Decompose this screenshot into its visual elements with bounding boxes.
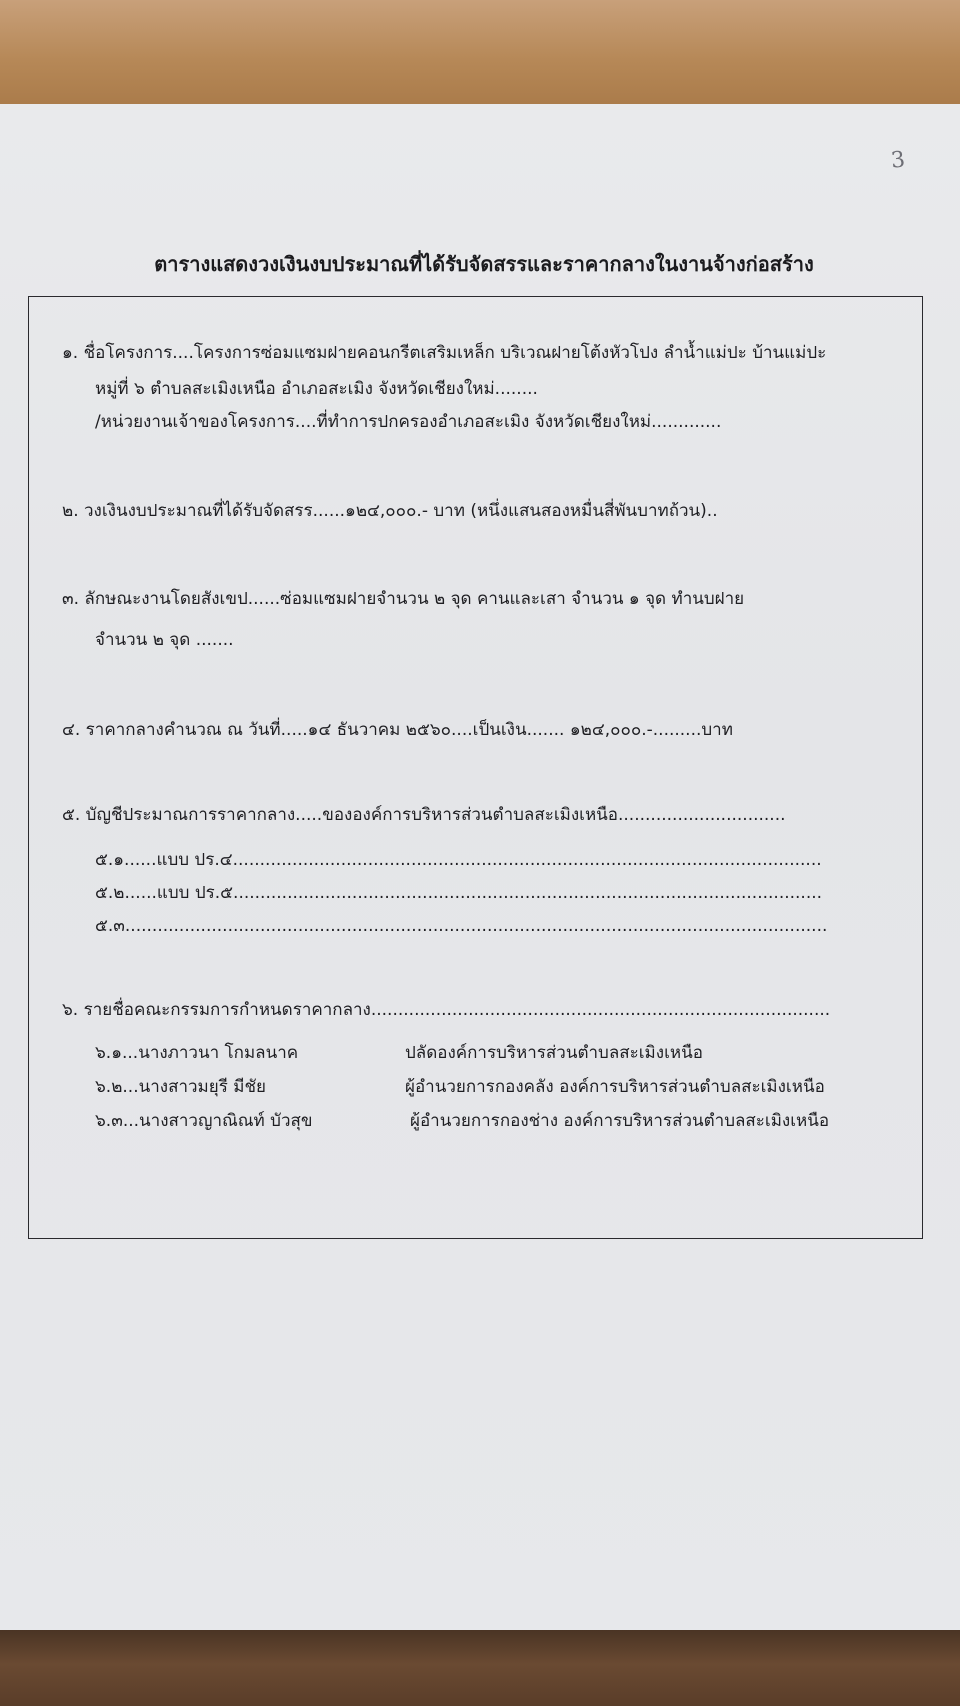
item5-sub3: ๕.๓..................................................................................................................................	[95, 916, 828, 936]
desk-surface-bottom	[0, 1630, 960, 1706]
item2-line1: ๒. วงเงินงบประมาณที่ได้รับจัดสรร......๑๒๔,๐๐๐.- บาท (หนึ่งแสนสองหมื่นสี่พันบาทถ้วน)..	[62, 501, 718, 521]
desk-surface-top	[0, 0, 960, 110]
item1-line1: ๑. ชื่อโครงการ....โครงการซ่อมแซมฝายคอนกรีตเสริมเหล็ก บริเวณฝายโต้งหัวโปง ลำน้ำแม่ปะ บ้านแม่ปะ	[62, 343, 827, 363]
committee-member-name: ๖.๑...นางภาวนา โกมลนาค	[95, 1043, 299, 1063]
item5-sub2: ๕.๒......แบบ ปร.๕.............................................................................................................	[95, 883, 823, 903]
item1-line3: /หน่วยงานเจ้าของโครงการ....ที่ทำการปกครองอำเภอสะเมิง จังหวัดเชียงใหม่.............	[95, 412, 722, 432]
committee-member-position: ผู้อำนวยการกองคลัง องค์การบริหารส่วนตำบลสะเมิงเหนือ	[405, 1077, 825, 1097]
committee-member-name: ๖.๒...นางสาวมยุรี มีชัย	[95, 1077, 266, 1097]
item3-line2: จำนวน ๒ จุด .......	[95, 630, 234, 650]
item5-sub1: ๕.๑......แบบ ปร.๔.............................................................................................................	[95, 850, 822, 870]
item4-line1: ๔. ราคากลางคำนวณ ณ วันที่.....๑๔ ธันวาคม ๒๕๖๐....เป็นเงิน....... ๑๒๔,๐๐๐.-.........บาท	[62, 720, 733, 740]
item6-line1: ๖. รายชื่อคณะกรรมการกำหนดราคากลาง.....................................................................................	[62, 1000, 831, 1020]
item3-line1: ๓. ลักษณะงานโดยสังเขป......ซ่อมแซมฝายจำนวน ๒ จุด คานและเสา จำนวน ๑ จุด ทำนบฝาย	[62, 589, 745, 609]
committee-member-position: ผู้อำนวยการกองช่าง องค์การบริหารส่วนตำบลสะเมิงเหนือ	[410, 1111, 830, 1131]
committee-member-name: ๖.๓...นางสาวญาณิณท์ บัวสุข	[95, 1111, 313, 1131]
item1-line2: หมู่ที่ ๖ ตำบลสะเมิงเหนือ อำเภอสะเมิง จังหวัดเชียงใหม่........	[95, 379, 538, 399]
item5-line1: ๕. บัญชีประมาณการราคากลาง.....ขององค์การบริหารส่วนตำบลสะเมิงเหนือ...............................	[62, 805, 786, 825]
committee-member-position: ปลัดองค์การบริหารส่วนตำบลสะเมิงเหนือ	[405, 1043, 703, 1063]
document-title: ตารางแสดงวงเงินงบประมาณที่ได้รับจัดสรรและราคากลางในงานจ้างก่อสร้าง	[154, 252, 814, 276]
page-number: 3	[889, 147, 907, 174]
